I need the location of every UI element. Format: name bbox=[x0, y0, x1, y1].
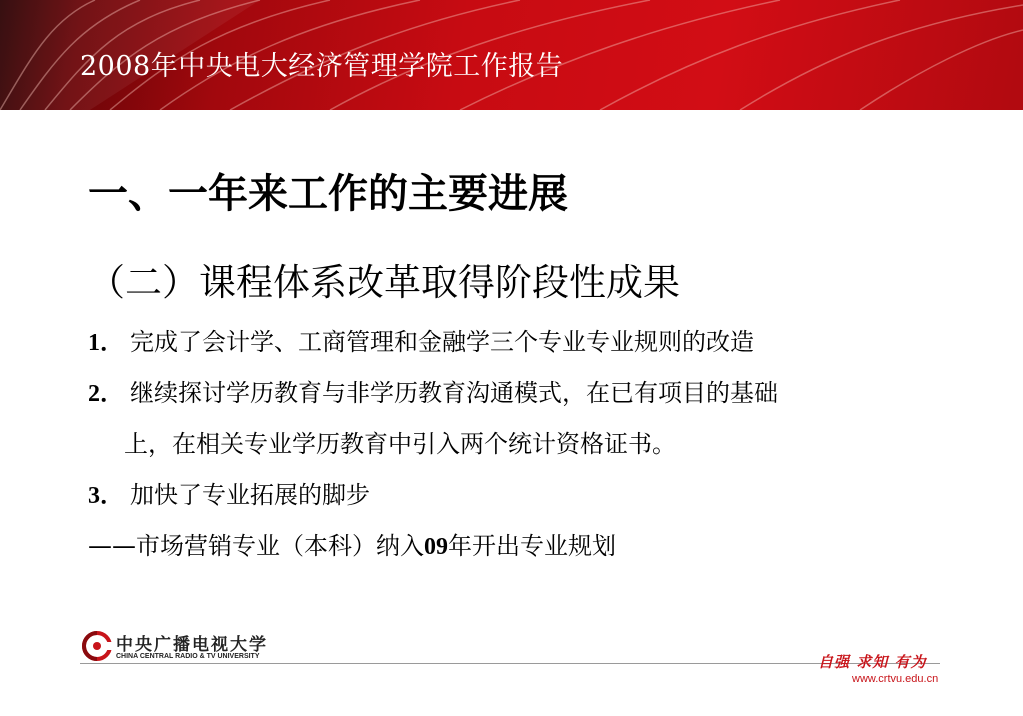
university-logo bbox=[82, 629, 272, 665]
website-url: www.crtvu.edu.cn bbox=[852, 673, 939, 685]
item-text: 加快了专业拓展的脚步 bbox=[130, 481, 370, 509]
list-item bbox=[88, 373, 778, 408]
logo-english-name: CHINA CENTRAL RADIO & TV UNIVERSITY bbox=[116, 653, 260, 660]
dash-line-prefix: ——市场营销专业（本科）纳入 bbox=[88, 532, 424, 560]
report-title: 2008年中央电大经济管理学院工作报告 bbox=[80, 51, 564, 82]
item-text: 上，在相关专业学历教育中引入两个统计资格证书。 bbox=[124, 430, 676, 458]
section-title: 一、一年来工作的主要进展 bbox=[88, 171, 568, 217]
motto: 自强 求知 有为 bbox=[818, 653, 927, 671]
list-item bbox=[88, 475, 370, 510]
item-text: 完成了会计学、工商管理和金融学三个专业专业规则的改造 bbox=[130, 328, 754, 356]
list-item-continuation bbox=[124, 424, 676, 459]
footer-divider bbox=[80, 663, 940, 664]
logo-chinese-name: 中央广播电视大学 bbox=[116, 635, 268, 655]
logo-emblem-icon bbox=[82, 629, 112, 663]
dash-line-suffix: 年开出专业规划 bbox=[448, 532, 616, 560]
item-text: 继续探讨学历教育与非学历教育沟通模式，在已有项目的基础 bbox=[130, 379, 778, 407]
item-number: 1． bbox=[88, 330, 124, 356]
list-item bbox=[88, 322, 754, 357]
dash-line-year: 09 bbox=[424, 534, 448, 560]
header-banner bbox=[0, 0, 1023, 110]
subsection-title: （二）课程体系改革取得阶段性成果 bbox=[88, 261, 680, 304]
dash-line bbox=[88, 526, 616, 561]
item-number: 2． bbox=[88, 381, 124, 407]
item-number: 3． bbox=[88, 483, 124, 509]
